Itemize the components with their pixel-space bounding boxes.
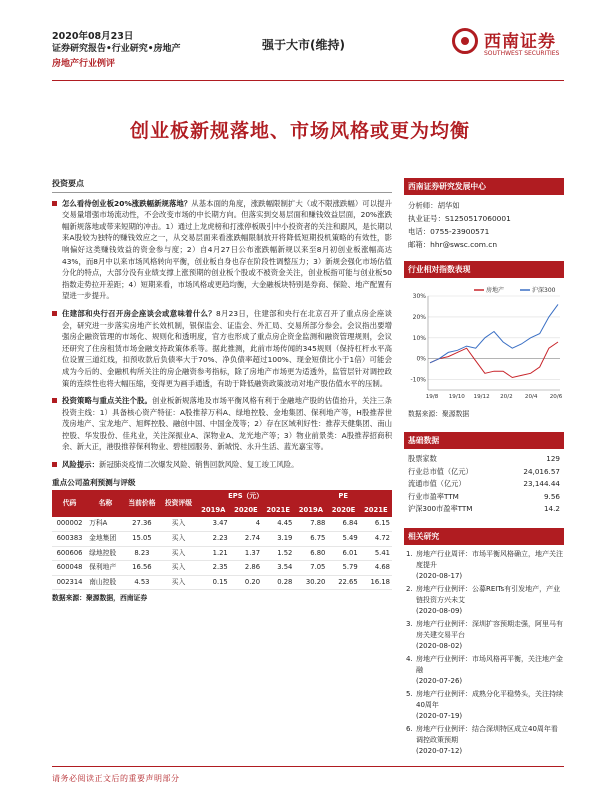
legend-label: 沪深300 <box>532 287 556 294</box>
report-title: 创业板新规落地、市场风格或更为均衡 <box>129 120 470 142</box>
table-cell: 5.79 <box>327 561 359 576</box>
col-price: 当前价格 <box>124 490 161 517</box>
key-point-lead: 风险提示： <box>62 460 99 470</box>
basic-data-label: 行业市盈率TTM <box>408 491 459 501</box>
table-cell: 6.15 <box>360 517 392 531</box>
x-tick-label: 19/8 <box>425 394 439 400</box>
analyst-email: 邮箱：hhr@swsc.com.cn <box>408 240 498 249</box>
related-item-date: (2020-08-17) <box>416 571 463 580</box>
key-point-lead: 怎么看待创业板20%涨跌幅新规落地？ <box>62 198 192 208</box>
table-cell: 1.37 <box>230 546 262 561</box>
basic-data-row <box>404 466 564 479</box>
key-point-lead: 投资策略与重点关注个股。 <box>62 396 153 406</box>
basic-data-row <box>404 453 564 466</box>
table-cell: 6.75 <box>294 532 327 547</box>
table-cell: 600383 <box>52 532 87 547</box>
table-cell: 3.19 <box>262 532 294 547</box>
col-group-eps: EPS（元） <box>197 490 295 504</box>
col-name: 名称 <box>87 490 124 517</box>
table-row <box>52 517 392 531</box>
table-cell: 6.01 <box>327 546 359 561</box>
col-eps-2019: 2019A <box>197 504 230 518</box>
table-row <box>52 532 392 547</box>
report-category: 证券研究报告•行业研究•房地产 <box>52 44 181 54</box>
analyst-phone: 电话：0755-23900571 <box>408 227 490 236</box>
analyst-contact <box>404 199 564 251</box>
basic-data-heading: 基础数据 <box>404 432 564 449</box>
related-item-title: 房地产行业例评：成熟分化平稳势头，关注持续40周年 <box>416 689 563 709</box>
table-cell: 4.72 <box>360 532 392 547</box>
relative-index-svg <box>404 282 564 406</box>
table-cell: 5.41 <box>360 546 392 561</box>
related-item-date: (2020-07-26) <box>416 676 463 685</box>
key-point <box>52 395 392 453</box>
table-row <box>52 575 392 590</box>
related-item-number: 2. <box>406 584 413 593</box>
key-point-lead: 住建部和央行召开房企座谈会或意味着什么？ <box>62 308 216 318</box>
basic-data-label: 沪深300市盈率TTM <box>408 504 473 513</box>
related-item-title: 房地产行业例评：公募REITs有引发地产，产业链投资方兴未艾 <box>416 584 561 604</box>
table-cell: 4 <box>230 517 262 531</box>
key-point <box>52 459 392 471</box>
table-cell: 买入 <box>160 546 197 561</box>
table-cell: 600606 <box>52 546 87 561</box>
table-cell: 金地集团 <box>87 532 124 547</box>
basic-data-row <box>404 503 564 516</box>
relative-index-heading: 行业相对指数表现 <box>404 261 564 278</box>
table-cell: 002314 <box>52 575 87 590</box>
related-item-title: 房地产行业例评：市场风格再平衡，关注地产金融 <box>416 654 563 674</box>
table-cell: 2.23 <box>197 532 230 547</box>
table-cell: 27.36 <box>124 517 161 531</box>
table-cell: 8.23 <box>124 546 161 561</box>
table-cell: 买入 <box>160 517 197 531</box>
table-cell: 1.52 <box>262 546 294 561</box>
col-group-pe: PE <box>294 490 392 504</box>
key-point <box>52 308 392 389</box>
analyst-license: 执业证号：S1250517060001 <box>408 214 511 223</box>
basic-data-label: 股票家数 <box>408 454 437 463</box>
y-tick-label: 30% <box>412 293 426 300</box>
related-research-list <box>404 549 564 757</box>
basic-data-label: 流通市值（亿元） <box>408 479 466 488</box>
col-pe-2021: 2021E <box>360 504 392 518</box>
col-pe-2019: 2019A <box>294 504 327 518</box>
chart-source: 数据来源：聚源数据 <box>408 410 470 418</box>
forecast-table <box>52 490 392 590</box>
related-item-date: (2020-07-19) <box>416 711 463 720</box>
related-item-date: (2020-08-09) <box>416 606 463 615</box>
table-cell: 买入 <box>160 575 197 590</box>
table-cell: 6.84 <box>327 517 359 531</box>
table-cell: 万科A <box>87 517 124 531</box>
basic-data-label: 行业总市值（亿元） <box>408 466 473 476</box>
table-cell: 3.54 <box>262 561 294 576</box>
table-row <box>52 546 392 561</box>
table-cell: 1.21 <box>197 546 230 561</box>
related-research-item <box>406 619 564 652</box>
table-cell: 2.74 <box>230 532 262 547</box>
related-item-number: 6. <box>406 724 413 733</box>
table-cell: 000002 <box>52 517 87 531</box>
basic-data-value: 14.2 <box>543 504 560 513</box>
research-center-heading: 西南证券研究发展中心 <box>404 178 564 195</box>
related-item-date: (2020-08-02) <box>416 641 463 650</box>
col-pe-2020: 2020E <box>327 504 359 518</box>
logo-mark-icon <box>452 28 478 54</box>
table-cell: 绿地控股 <box>87 546 124 561</box>
table-cell: 4.45 <box>262 517 294 531</box>
table-cell: 0.20 <box>230 575 262 590</box>
related-item-title: 房地产行业周评：市场平衡风格确立，地产关注度提升 <box>416 549 563 569</box>
industry-rating: 强于大市(维持) <box>262 38 345 52</box>
related-item-title: 房地产行业例评：深圳扩容预期走强，阿里马有房关建交易平台 <box>416 619 563 639</box>
table-cell: 4.53 <box>124 575 161 590</box>
table-cell: 2.86 <box>230 561 262 576</box>
related-research-item <box>406 584 564 617</box>
basic-data-table <box>404 453 564 516</box>
section-heading: 投资要点 <box>52 178 392 193</box>
forecast-table-title: 重点公司盈利预测与评级 <box>52 477 136 487</box>
table-cell: 16.56 <box>124 561 161 576</box>
table-cell: 0.28 <box>262 575 294 590</box>
col-rating: 投资评级 <box>160 490 197 517</box>
report-date: 2020年08月23日 <box>52 31 134 42</box>
col-eps-2021: 2021E <box>262 504 294 518</box>
x-tick-label: 19/12 <box>473 394 490 400</box>
x-tick-label: 20/4 <box>524 394 538 400</box>
key-point-text: 8月23日，住建部和央行在北京召开了重点房企座谈会，研究进一步落实房地产长效机制，银保监会、证监会、外汇局、交易所部分参会。会议指出要增强房企融资管理的市场化、规则化和透明度，官方也形成了重点房企资金监测和融资管理规则，会议还研究了住房租赁市场金融支持政策体系等。据此推测，此前市场传闻的345规则（保持杠杆水平高位设置三道红线，扣预收款后负债率大于70%、净负债率超过100%、现金短债比小于1倍）可能会成为今后的、金融机构所关注的房企融资参考指标，除了房地产市场更为适透外，监管层针对调控政策的连续性也将大幅压缩，变得更为画手通透，有助于降低融资政策波动对地产股估值水平的压制。 <box>62 308 393 388</box>
related-research-item <box>406 654 564 687</box>
forecast-table-body <box>52 517 392 589</box>
basic-data-value: 129 <box>546 454 560 463</box>
legend-label: 房地产 <box>486 287 505 294</box>
related-item-number: 1. <box>406 549 413 558</box>
table-cell: 保利地产 <box>87 561 124 576</box>
basic-data-row <box>404 478 564 491</box>
relative-index-chart <box>404 282 564 406</box>
table-cell: 3.47 <box>197 517 230 531</box>
x-tick-label: 20/2 <box>500 394 513 400</box>
related-item-number: 4. <box>406 654 413 663</box>
related-research-item <box>406 689 564 722</box>
report-header <box>52 30 181 71</box>
related-item-number: 5. <box>406 689 413 698</box>
basic-data-row <box>404 491 564 504</box>
table-cell: 7.05 <box>294 561 327 576</box>
table-cell: 16.18 <box>360 575 392 590</box>
table-cell: 买入 <box>160 532 197 547</box>
side-column <box>404 178 564 759</box>
col-eps-2020: 2020E <box>230 504 262 518</box>
basic-data-body <box>404 453 564 516</box>
main-column <box>52 178 392 605</box>
y-tick-label: 20% <box>412 313 426 321</box>
x-tick-label: 19/10 <box>448 394 465 400</box>
related-item-date: (2020-07-12) <box>416 746 463 755</box>
related-item-number: 3. <box>406 619 413 628</box>
related-research-item <box>406 724 564 757</box>
basic-data-value: 24,016.57 <box>523 466 560 476</box>
series-line-real-estate <box>430 342 558 378</box>
table-row <box>52 561 392 576</box>
table-cell: 2.35 <box>197 561 230 576</box>
table-cell: 0.15 <box>197 575 230 590</box>
logo-name-en: SOUTHWEST SECURITIES <box>484 50 560 57</box>
related-research-heading: 相关研究 <box>404 528 564 545</box>
basic-data-value: 23,144.44 <box>523 479 560 488</box>
table-cell: 4.68 <box>360 561 392 576</box>
y-tick-label: 0% <box>416 355 426 363</box>
basic-data-value: 9.56 <box>543 491 560 501</box>
key-point-text: 新冠肺炎疫情二次爆发风险、销售回款风险、复工竣工风险。 <box>98 460 299 470</box>
table-cell: 6.80 <box>294 546 327 561</box>
report-series: 房地产行业例评 <box>52 59 116 69</box>
table-cell: 15.05 <box>124 532 161 547</box>
footer-divider <box>52 766 564 767</box>
related-item-title: 房地产行业例评：结合深圳特区成立40周年看调控政策预期 <box>416 724 558 744</box>
table-cell: 7.88 <box>294 517 327 531</box>
table-source: 数据来源：聚源数据，西南证券 <box>52 594 148 603</box>
table-cell: 买入 <box>160 561 197 576</box>
table-cell: 5.49 <box>327 532 359 547</box>
header-divider <box>52 80 564 81</box>
table-cell: 22.65 <box>327 575 359 590</box>
related-research-item <box>406 549 564 582</box>
table-cell: 30.20 <box>294 575 327 590</box>
analyst-name: 分析师：胡华如 <box>408 201 460 210</box>
key-point-text: 创业板新规落地及市场平衡风格有利于金融地产股的估值抬升，关注三条投资主线：1）具备核心资产特征：A股推荐万科A、绿地控股、金地集团、保利地产等，H股推荐世茂房地产、宝龙地产、旭辉控股、融创中国、中国金茂等；2）存在区域利好性：推荐天健集团、南山控股、华发股份、佳兆业，关注深振业A、深物业A、龙光地产等；3）物业前景类：A股推荐招商积余、新大正，港股推荐保利物业、碧桂园服务、新城悦、永升生活、蓝光嘉宝等。 <box>62 396 392 452</box>
table-cell: 南山控股 <box>87 575 124 590</box>
col-code: 代码 <box>52 490 87 517</box>
key-point <box>52 198 392 302</box>
footer-disclaimer: 请务必阅读正文后的重要声明部分 <box>52 774 180 783</box>
x-tick-label: 20/6 <box>549 394 563 400</box>
series-line-csi300 <box>430 304 558 362</box>
logo-name-cn: 西南证券 <box>484 32 556 52</box>
company-logo <box>452 24 564 68</box>
table-cell: 600048 <box>52 561 87 576</box>
key-point-text: 从基本面的角度，涨跌幅限制扩大（或不限涨跌幅）可以提升交易量增强市场流动性，不会改变市场的中长期方向。但落实到交易层面和赚钱效益层面，20%涨跌幅新规落地或带来短期的冲击。1）通过上龙虎榜和打涨停板吸引中小投资者的关注和跟风，是长期以来A股较为独特的赚钱效应之一，从交易层面来看涨跌幅限制放开将降低短期投机策略的有效性，影响偏好这类赚钱效益的资金参与度；2）自4月27日公布涨跌幅新规以来至8月初创业板涨幅高达43%，而8月中以来市场风格转向平衡，创业板自身也存在阶段性调整压力；3）新规会强化市场估值分化的特点，大部分没有业绩支撑上涨预期的创业板个股或不被资金关注，创业板指可能与创业板50指数走势拉开差距；4）短期来看，市场风格或更趋均衡，大金融板块特别是券商、保险、地产配置有望进一步提升。 <box>62 198 392 301</box>
y-tick-label: 10% <box>412 334 426 342</box>
y-tick-label: -10% <box>410 376 426 384</box>
